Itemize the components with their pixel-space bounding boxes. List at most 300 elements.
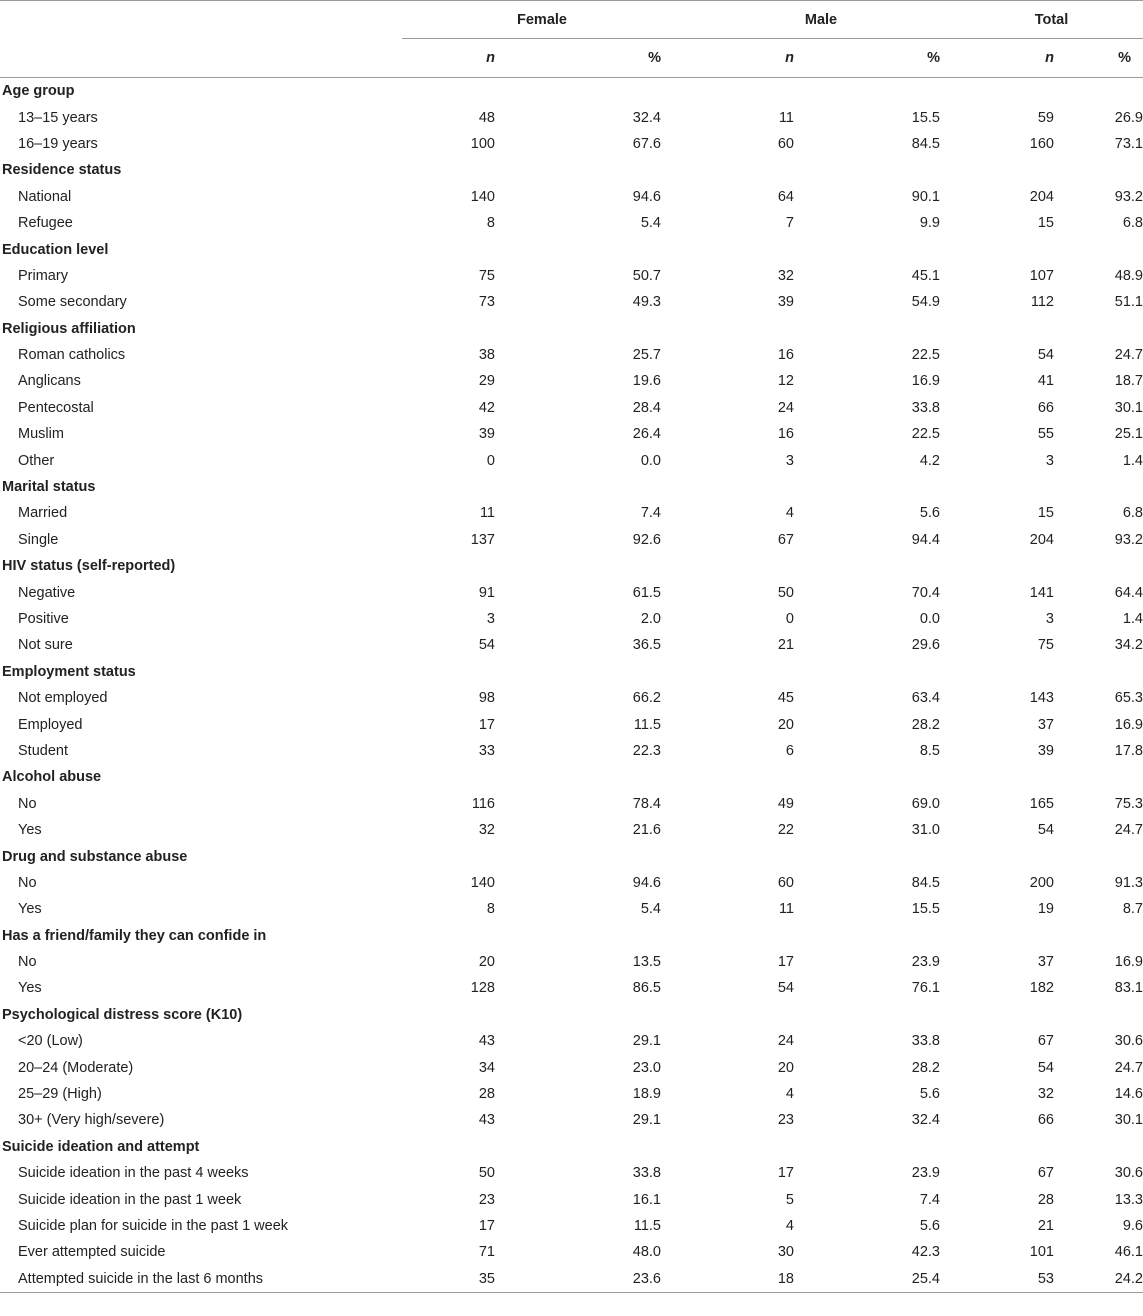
total-pct-value: 6.8 xyxy=(1122,505,1143,522)
total-n-value: 39 xyxy=(1037,742,1054,759)
total-n-cell xyxy=(960,738,1058,764)
male-n-cell xyxy=(682,1239,794,1265)
male-pct-value: 4.2 xyxy=(919,452,940,469)
total-pct-value: 18.7 xyxy=(1114,373,1143,390)
total-pct-value: 91.3 xyxy=(1114,874,1143,891)
total-n-value: 112 xyxy=(1030,294,1054,311)
female-pct-value: 26.4 xyxy=(632,426,661,443)
female-n-cell xyxy=(402,421,499,447)
table-row xyxy=(0,896,1143,922)
table-row xyxy=(0,395,1143,421)
total-n-cell xyxy=(960,421,1058,447)
section-title: Alcohol abuse xyxy=(2,769,102,786)
total-pct-value: 26.9 xyxy=(1114,109,1143,126)
male-pct-cell xyxy=(770,500,960,526)
male-pct-value: 33.8 xyxy=(911,399,940,416)
stub-header xyxy=(0,1,402,39)
female-n-value: 35 xyxy=(478,1270,495,1287)
row-label: 20–24 (Moderate) xyxy=(18,1059,134,1076)
total-pct-cell xyxy=(1058,579,1143,605)
total-pct-cell xyxy=(1058,395,1143,421)
male-n-header: n xyxy=(785,50,794,66)
male-n-cell xyxy=(682,1028,794,1054)
total-pct-value: 65.3 xyxy=(1114,690,1143,707)
male-pct-value: 25.4 xyxy=(911,1270,940,1287)
male-pct-value: 16.9 xyxy=(911,373,940,390)
section-title: Employment status xyxy=(2,663,136,680)
section-row xyxy=(0,553,1143,579)
total-n-value: 3 xyxy=(1045,452,1054,469)
female-n-cell xyxy=(402,738,499,764)
total-n-value: 3 xyxy=(1045,611,1054,627)
female-pct-cell xyxy=(499,104,682,130)
female-n-cell xyxy=(402,131,499,157)
total-n-cell xyxy=(960,1239,1058,1265)
female-pct-value: 94.6 xyxy=(632,188,661,205)
section-title: Age group xyxy=(2,83,75,100)
female-pct-value: 28.4 xyxy=(632,399,661,416)
sub-header-row xyxy=(0,39,1143,77)
female-n-cell xyxy=(402,711,499,737)
row-label: National xyxy=(18,188,72,205)
total-pct-cell xyxy=(1058,289,1143,315)
section-title: HIV status (self-reported) xyxy=(2,558,176,575)
table-row xyxy=(0,1054,1143,1080)
female-pct-value: 78.4 xyxy=(632,795,661,812)
female-pct-value: 48.0 xyxy=(632,1244,661,1261)
section-title: Education level xyxy=(2,241,109,258)
row-label: Ever attempted suicide xyxy=(18,1244,166,1261)
table-row xyxy=(0,870,1143,896)
total-n-cell xyxy=(960,527,1058,553)
female-pct-value: 16.1 xyxy=(632,1191,661,1208)
male-n-cell xyxy=(682,368,794,394)
table-row xyxy=(0,817,1143,843)
male-n-cell xyxy=(682,342,794,368)
female-n-value: 116 xyxy=(471,795,495,812)
table-row xyxy=(0,184,1143,210)
male-pct-cell xyxy=(770,210,960,236)
table-row xyxy=(0,1081,1143,1107)
table-row xyxy=(0,263,1143,289)
female-n-value: 43 xyxy=(478,1112,495,1129)
male-pct-value: 94.4 xyxy=(911,531,940,548)
total-n-cell xyxy=(960,896,1058,922)
female-n-cell xyxy=(402,579,499,605)
male-pct-value: 0.0 xyxy=(919,611,940,627)
male-pct-cell xyxy=(770,738,960,764)
female-pct-cell xyxy=(499,368,682,394)
female-pct-value: 29.1 xyxy=(632,1033,661,1050)
total-n-header: n xyxy=(1045,50,1054,66)
female-pct-cell xyxy=(499,1081,682,1107)
female-pct-value: 23.6 xyxy=(632,1270,661,1287)
female-pct-cell xyxy=(499,289,682,315)
section-row xyxy=(0,474,1143,500)
row-label: Pentecostal xyxy=(18,399,94,416)
total-pct-value: 1.4 xyxy=(1122,611,1143,627)
row-label: Not employed xyxy=(18,690,108,707)
male-pct-value: 28.2 xyxy=(911,716,940,733)
table-row xyxy=(0,579,1143,605)
male-pct-cell xyxy=(770,184,960,210)
male-pct-cell xyxy=(770,527,960,553)
male-pct-cell xyxy=(770,104,960,130)
male-n-cell xyxy=(682,1186,794,1212)
total-pct-value: 24.7 xyxy=(1114,822,1143,839)
table-row xyxy=(0,1266,1143,1293)
female-n-value: 29 xyxy=(478,373,495,390)
total-pct-cell xyxy=(1058,896,1143,922)
female-pct-value: 0.0 xyxy=(640,452,661,469)
female-pct-cell xyxy=(499,1239,682,1265)
female-pct-cell xyxy=(499,791,682,817)
total-pct-cell xyxy=(1058,1107,1143,1133)
female-n-cell xyxy=(402,949,499,975)
total-pct-value: 93.2 xyxy=(1114,531,1143,548)
male-n-value: 12 xyxy=(777,373,794,390)
male-pct-value: 45.1 xyxy=(911,267,940,284)
total-n-cell xyxy=(960,1266,1058,1293)
female-pct-value: 86.5 xyxy=(632,980,661,997)
total-pct-value: 64.4 xyxy=(1114,584,1143,601)
male-n-cell xyxy=(682,579,794,605)
table-row xyxy=(0,421,1143,447)
male-n-value: 20 xyxy=(777,716,794,733)
section-row xyxy=(0,157,1143,183)
row-label: 16–19 years xyxy=(18,135,98,152)
female-pct-value: 11.5 xyxy=(633,1217,661,1234)
male-pct-value: 29.6 xyxy=(911,637,940,654)
male-n-cell xyxy=(682,791,794,817)
female-pct-value: 25.7 xyxy=(632,347,661,364)
male-n-cell xyxy=(682,131,794,157)
female-pct-cell xyxy=(499,210,682,236)
female-pct-value: 5.4 xyxy=(640,901,661,918)
female-n-value: 28 xyxy=(478,1086,495,1103)
total-pct-value: 24.2 xyxy=(1114,1270,1143,1287)
total-pct-header: % xyxy=(1118,50,1131,66)
female-pct-cell xyxy=(499,342,682,368)
total-n-value: 28 xyxy=(1037,1191,1054,1208)
male-pct-cell xyxy=(770,949,960,975)
row-label: Some secondary xyxy=(18,294,127,311)
female-pct-value: 50.7 xyxy=(632,267,661,284)
total-n-value: 107 xyxy=(1029,267,1054,284)
male-n-value: 17 xyxy=(777,954,794,971)
total-n-cell xyxy=(960,1160,1058,1186)
male-n-cell xyxy=(682,104,794,130)
row-label: Suicide plan for suicide in the past 1 week xyxy=(18,1217,289,1234)
male-pct-value: 23.9 xyxy=(911,954,940,971)
female-pct-cell xyxy=(499,606,682,632)
male-pct-value: 42.3 xyxy=(911,1244,940,1261)
total-n-value: 66 xyxy=(1037,1112,1054,1129)
female-n-value: 100 xyxy=(470,135,495,152)
row-label: Not sure xyxy=(18,637,73,654)
male-pct-cell xyxy=(770,711,960,737)
male-pct-cell xyxy=(770,289,960,315)
total-pct-cell xyxy=(1058,447,1143,473)
row-label: Yes xyxy=(18,822,42,839)
total-pct-cell xyxy=(1058,421,1143,447)
female-pct-cell xyxy=(499,1054,682,1080)
total-pct-value: 25.1 xyxy=(1114,426,1143,443)
total-n-value: 101 xyxy=(1029,1244,1054,1261)
row-label: <20 (Low) xyxy=(18,1033,83,1050)
male-n-cell xyxy=(682,1266,794,1293)
table-row xyxy=(0,342,1143,368)
male-pct-cell xyxy=(770,606,960,632)
male-n-value: 18 xyxy=(777,1270,794,1287)
female-n-value: 91 xyxy=(478,584,495,601)
total-n-cell xyxy=(960,1028,1058,1054)
male-pct-value: 22.5 xyxy=(911,426,940,443)
total-n-value: 41 xyxy=(1037,373,1054,390)
total-n-cell xyxy=(960,210,1058,236)
total-n-cell xyxy=(960,395,1058,421)
female-pct-cell xyxy=(499,500,682,526)
male-pct-value: 9.9 xyxy=(919,215,940,232)
male-n-value: 21 xyxy=(777,637,794,654)
total-pct-value: 24.7 xyxy=(1114,1059,1143,1076)
male-n-value: 16 xyxy=(777,347,794,364)
total-pct-value: 30.6 xyxy=(1114,1033,1143,1050)
female-n-value: 54 xyxy=(478,637,495,654)
section-row xyxy=(0,316,1143,342)
total-n-cell xyxy=(960,579,1058,605)
male-pct-cell xyxy=(770,975,960,1001)
female-n-cell xyxy=(402,896,499,922)
female-pct-cell xyxy=(499,395,682,421)
male-pct-value: 7.4 xyxy=(919,1191,940,1208)
male-n-cell xyxy=(682,527,794,553)
section-title: Has a friend/family they can confide in xyxy=(2,927,267,944)
male-n-cell xyxy=(682,447,794,473)
female-n-value: 98 xyxy=(478,690,495,707)
total-n-cell xyxy=(960,870,1058,896)
section-row xyxy=(0,764,1143,790)
female-n-cell xyxy=(402,1160,499,1186)
male-n-value: 0 xyxy=(785,611,794,627)
female-pct-cell xyxy=(499,817,682,843)
male-pct-value: 5.6 xyxy=(919,1217,940,1234)
male-n-cell xyxy=(682,685,794,711)
male-pct-cell xyxy=(770,342,960,368)
stub-subheader xyxy=(0,39,402,77)
male-n-cell xyxy=(682,632,794,658)
male-n-cell xyxy=(682,711,794,737)
male-pct-cell xyxy=(770,1186,960,1212)
male-n-value: 22 xyxy=(777,822,794,839)
male-n-value: 4 xyxy=(785,1217,794,1234)
female-n-cell xyxy=(402,527,499,553)
total-n-cell xyxy=(960,606,1058,632)
male-pct-value: 70.4 xyxy=(911,584,940,601)
group-header-total: Total xyxy=(960,1,1143,39)
table-row xyxy=(0,711,1143,737)
total-n-cell xyxy=(960,184,1058,210)
female-n-value: 11 xyxy=(479,505,495,522)
total-n-cell xyxy=(960,949,1058,975)
total-n-value: 55 xyxy=(1037,426,1054,443)
row-label: Roman catholics xyxy=(18,347,126,364)
male-pct-cell xyxy=(770,1239,960,1265)
total-pct-value: 30.1 xyxy=(1114,1112,1143,1129)
male-pct-header: % xyxy=(927,50,940,66)
female-pct-cell xyxy=(499,1160,682,1186)
total-pct-value: 75.3 xyxy=(1114,795,1143,812)
female-pct-value: 67.6 xyxy=(632,135,661,152)
group-header-female: Female xyxy=(402,1,682,39)
total-pct-value: 16.9 xyxy=(1114,954,1143,971)
table-row xyxy=(0,289,1143,315)
table-body xyxy=(0,78,1143,1293)
total-n-cell xyxy=(960,1081,1058,1107)
total-pct-cell xyxy=(1058,500,1143,526)
male-pct-cell xyxy=(770,1054,960,1080)
row-label: No xyxy=(18,874,37,891)
total-n-cell xyxy=(960,711,1058,737)
female-n-value: 50 xyxy=(478,1165,495,1182)
section-row xyxy=(0,923,1143,949)
table-row xyxy=(0,527,1143,553)
female-pct-value: 5.4 xyxy=(640,215,661,232)
total-pct-cell xyxy=(1058,1054,1143,1080)
total-pct-cell xyxy=(1058,1239,1143,1265)
female-n-value: 0 xyxy=(486,452,495,469)
total-n-value: 19 xyxy=(1037,901,1054,918)
male-pct-value: 32.4 xyxy=(911,1112,940,1129)
male-n-value: 16 xyxy=(777,426,794,443)
female-n-cell xyxy=(402,184,499,210)
male-n-value: 24 xyxy=(777,1033,794,1050)
total-pct-value: 83.1 xyxy=(1114,980,1143,997)
female-pct-value: 22.3 xyxy=(632,742,661,759)
total-n-value: 143 xyxy=(1029,690,1054,707)
female-n-cell xyxy=(402,1054,499,1080)
male-n-cell xyxy=(682,1107,794,1133)
female-pct-cell xyxy=(499,711,682,737)
total-n-cell xyxy=(960,1186,1058,1212)
table-row xyxy=(0,1028,1143,1054)
total-pct-cell xyxy=(1058,738,1143,764)
row-label: 13–15 years xyxy=(18,109,98,126)
female-n-cell xyxy=(402,1239,499,1265)
total-n-value: 32 xyxy=(1037,1086,1054,1103)
table-row xyxy=(0,791,1143,817)
female-n-cell xyxy=(402,104,499,130)
total-n-value: 204 xyxy=(1029,531,1054,548)
female-n-cell xyxy=(402,1107,499,1133)
male-n-cell xyxy=(682,184,794,210)
male-n-value: 24 xyxy=(777,399,794,416)
female-n-cell xyxy=(402,342,499,368)
female-n-value: 128 xyxy=(470,980,495,997)
female-pct-cell xyxy=(499,632,682,658)
male-pct-value: 31.0 xyxy=(911,822,940,839)
female-pct-value: 18.9 xyxy=(632,1086,661,1103)
male-n-value: 64 xyxy=(777,188,794,205)
table-row xyxy=(0,632,1143,658)
female-n-value: 75 xyxy=(478,267,495,284)
table-row xyxy=(0,447,1143,473)
female-n-cell xyxy=(402,500,499,526)
female-n-cell xyxy=(402,1081,499,1107)
table-row xyxy=(0,1213,1143,1239)
male-pct-cell xyxy=(770,263,960,289)
total-n-cell xyxy=(960,975,1058,1001)
male-n-cell xyxy=(682,870,794,896)
male-n-cell xyxy=(682,975,794,1001)
male-n-value: 60 xyxy=(777,135,794,152)
female-n-value: 20 xyxy=(478,954,495,971)
female-pct-value: 21.6 xyxy=(632,822,661,839)
total-n-value: 200 xyxy=(1029,874,1054,891)
total-pct-cell xyxy=(1058,210,1143,236)
male-n-cell xyxy=(682,1213,794,1239)
total-n-cell xyxy=(960,1054,1058,1080)
female-pct-value: 49.3 xyxy=(632,294,661,311)
total-n-cell xyxy=(960,500,1058,526)
section-title: Drug and substance abuse xyxy=(2,848,188,865)
male-pct-cell xyxy=(770,447,960,473)
section-row xyxy=(0,236,1143,262)
total-pct-value: 24.7 xyxy=(1114,347,1143,364)
female-pct-cell xyxy=(499,1266,682,1293)
total-n-value: 66 xyxy=(1037,399,1054,416)
total-pct-cell xyxy=(1058,606,1143,632)
total-pct-cell xyxy=(1058,949,1143,975)
female-pct-cell xyxy=(499,184,682,210)
row-label: Student xyxy=(18,742,68,759)
section-title: Psychological distress score (K10) xyxy=(2,1006,243,1023)
male-pct-value: 28.2 xyxy=(911,1059,940,1076)
table-row xyxy=(0,738,1143,764)
male-pct-value: 33.8 xyxy=(911,1033,940,1050)
female-n-header: n xyxy=(486,50,495,66)
female-pct-cell xyxy=(499,870,682,896)
total-n-cell xyxy=(960,632,1058,658)
total-n-cell xyxy=(960,791,1058,817)
female-pct-cell xyxy=(499,975,682,1001)
total-pct-cell xyxy=(1058,527,1143,553)
female-n-value: 39 xyxy=(478,426,495,443)
female-n-cell xyxy=(402,289,499,315)
female-n-value: 38 xyxy=(478,347,495,364)
table-row xyxy=(0,975,1143,1001)
total-n-cell xyxy=(960,1213,1058,1239)
male-n-value: 20 xyxy=(777,1059,794,1076)
total-n-value: 37 xyxy=(1037,716,1054,733)
male-n-value: 67 xyxy=(777,531,794,548)
male-n-value: 3 xyxy=(785,452,794,469)
total-pct-cell xyxy=(1058,975,1143,1001)
male-n-cell xyxy=(682,896,794,922)
row-label: Yes xyxy=(18,901,42,918)
total-n-cell xyxy=(960,131,1058,157)
male-pct-value: 15.5 xyxy=(911,901,940,918)
total-n-value: 204 xyxy=(1029,188,1054,205)
total-pct-cell xyxy=(1058,131,1143,157)
male-n-value: 7 xyxy=(785,215,794,232)
total-pct-value: 14.6 xyxy=(1114,1086,1143,1103)
total-pct-cell xyxy=(1058,870,1143,896)
row-label: Other xyxy=(18,452,55,469)
row-label: 30+ (Very high/severe) xyxy=(18,1112,165,1129)
male-n-value: 11 xyxy=(778,901,794,918)
total-n-cell xyxy=(960,817,1058,843)
